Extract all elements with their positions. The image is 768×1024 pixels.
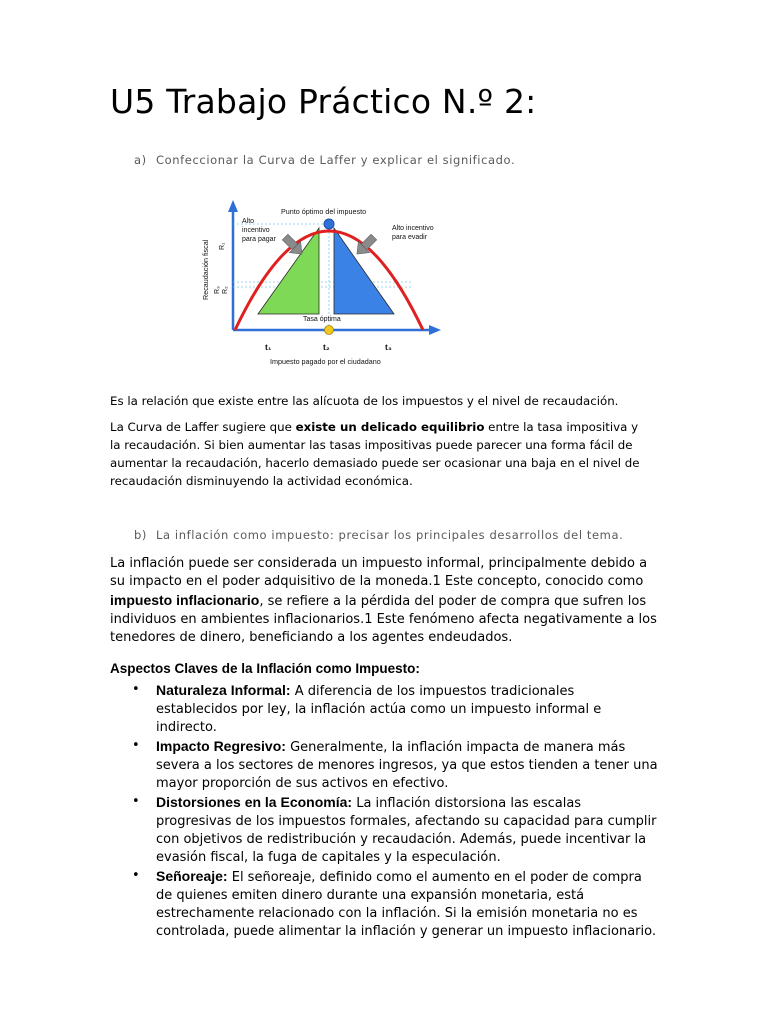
x-axis-arrowhead bbox=[429, 325, 441, 335]
paragraph-inflation bbox=[110, 555, 658, 647]
paragraph-laffer-b: entre la tasa impositiva y la recaudación. Si bien aumentar las tasas impositivas puede parecer una forma fácil de aumentar la recaudación, hacerlo demasiado puede ser ocasionar una baja en el nivel de recaudación disminuyendo la actividad económica. bbox=[110, 420, 640, 488]
aspect-text: A diferencia de los impuestos tradicionales establecidos por ley, la inflación actúa como un impuesto informal e indirecto. bbox=[156, 684, 602, 735]
x-axis-label: Impuesto pagado por el ciudadano bbox=[270, 357, 381, 366]
right-triangle bbox=[334, 228, 394, 314]
r2-label: R₂ bbox=[222, 286, 229, 294]
bullet-icon: • bbox=[132, 682, 140, 697]
left-arrow-label-2: incentivo bbox=[242, 227, 270, 234]
question-a-text: Confeccionar la Curva de Laffer y explicar el significado. bbox=[156, 153, 516, 167]
paragraph-inflation-bold: impuesto inflacionario bbox=[110, 592, 260, 608]
optimal-point-dot bbox=[324, 219, 334, 229]
y-axis-label: Recaudación fiscal bbox=[201, 239, 210, 300]
question-a-number: a) bbox=[134, 153, 147, 167]
right-arrow-label-1: Alto incentivo bbox=[392, 225, 434, 232]
bullet-icon: • bbox=[132, 868, 140, 883]
aspects-heading: Aspectos Claves de la Inflación como Impuesto: bbox=[110, 661, 420, 676]
aspect-text: La inflación distorsiona las escalas progresivas de los impuestos formales, afectando su capacidad para cumplir con objetivos de redistribución y recaudación. Además, puede incentivar la evasión fiscal, la fuga de capitales y la especulación. bbox=[156, 796, 657, 865]
paragraph-definition: Es la relación que existe entre las alícuota de los impuestos y el nivel de recaudación. bbox=[110, 394, 619, 408]
t1-label: t₁ bbox=[265, 342, 272, 352]
paragraph-inflation-a: La inflación puede ser considerada un impuesto informal, principalmente debido a su impacto en el poder adquisitivo de la moneda.1 Este concepto, conocido como bbox=[110, 556, 648, 589]
aspect-term: Distorsiones en la Economía: bbox=[156, 794, 353, 810]
list-item bbox=[110, 737, 658, 793]
left-arrow-label-3: para pagar bbox=[242, 236, 276, 243]
aspect-term: Impacto Regresivo: bbox=[156, 738, 286, 754]
paragraph-laffer-a: La Curva de Laffer sugiere que bbox=[110, 420, 296, 434]
list-item bbox=[110, 867, 658, 941]
question-b-text: La inflación como impuesto: precisar los principales desarrollos del tema. bbox=[156, 528, 624, 542]
paragraph-inflation-b: , se refiere a la pérdida del poder de compra que sufren los individuos en ambientes inflacionarios.1 Este fenómeno afecta negativamente a los tenedores de dinero, beneficiando a los agentes endeudados. bbox=[110, 594, 657, 645]
paragraph-laffer-explanation bbox=[110, 418, 650, 490]
r1-label: R₁ bbox=[219, 242, 226, 250]
r3-label: R₃ bbox=[214, 286, 221, 294]
left-arrow-label-1: Alto bbox=[242, 218, 255, 225]
aspect-text: El señoreaje, definido como el aumento en el poder de compra de quienes emiten dinero durante una expansión monetaria, está estrechamente relacionado con la inflación. Si la emisión monetaria no es controlada, puede alimentar la inflación y generar un impuesto inflacionario. bbox=[156, 870, 656, 939]
aspects-list bbox=[110, 681, 658, 941]
list-item bbox=[110, 681, 658, 737]
bullet-icon: • bbox=[132, 794, 140, 809]
aspect-term: Señoreaje: bbox=[156, 868, 228, 884]
y-axis-arrowhead bbox=[228, 200, 238, 212]
t3-label: t₃ bbox=[385, 342, 392, 352]
document-title: U5 Trabajo Práctico N.º 2: bbox=[110, 82, 537, 121]
optimal-point-label: Punto óptimo del impuesto bbox=[281, 207, 367, 216]
aspect-term: Naturaleza Informal: bbox=[156, 682, 291, 698]
t2-label: t₂ bbox=[323, 342, 330, 352]
bullet-icon: • bbox=[132, 738, 140, 753]
question-b-number: b) bbox=[134, 528, 147, 542]
question-a bbox=[134, 153, 515, 167]
question-b bbox=[134, 528, 623, 542]
tasa-optima-label: Tasa óptima bbox=[303, 316, 341, 323]
laffer-curve-figure bbox=[195, 190, 450, 370]
right-arrow-label-2: para evadir bbox=[392, 234, 428, 241]
paragraph-laffer-bold: existe un delicado equilibrio bbox=[295, 420, 485, 434]
list-item bbox=[110, 793, 658, 867]
tasa-optima-dot bbox=[325, 326, 334, 335]
aspect-text: Generalmente, la inflación impacta de manera más severa a los sectores de menores ingresos, ya que estos tienden a tener una mayor proporción de sus activos en efectivo. bbox=[156, 740, 658, 791]
